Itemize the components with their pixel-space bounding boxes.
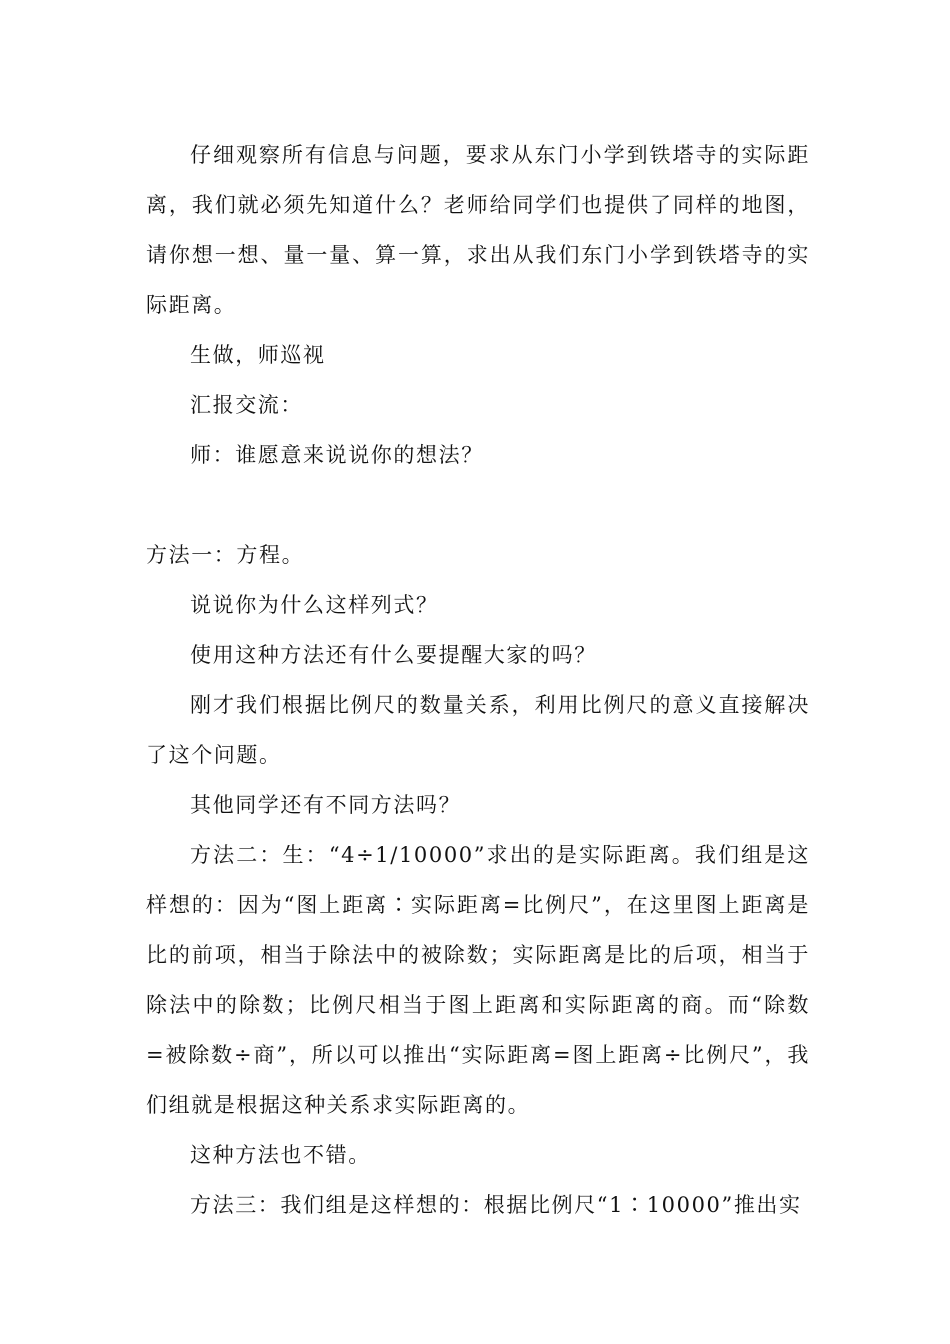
paragraph-other-methods: 其他同学还有不同方法吗？ — [190, 793, 462, 817]
paragraph-report-exchange: 汇报交流： — [190, 393, 303, 417]
paragraph-method-three: 方法三：我们组是这样想的：根据比例尺“1∶10000”推出实 — [190, 1193, 802, 1217]
paragraph-method-one: 方法一：方程。 — [146, 543, 305, 567]
blank-line — [146, 480, 810, 530]
document-page — [146, 130, 810, 1230]
paragraph-method-two: 方法二：生：“4÷1/10000”求出的是实际距离。我们组是这样想的：因为“图上距离∶实际距离=比例尺”，在这里图上距离是比的前项，相当于除法中的被除数；实际距离是比的后项，相当于除法中的除数；比例尺相当于图上距离和实际距离的商。而“除数=被除数÷商”，所以可以推出“实际距离=图上距离÷比例尺”，我们组就是根据这种关系求实际距离的。 — [146, 843, 810, 1117]
paragraph-summary: 刚才我们根据比例尺的数量关系，利用比例尺的意义直接解决了这个问题。 — [146, 693, 810, 767]
paragraph-task-intro: 仔细观察所有信息与问题，要求从东门小学到铁塔寺的实际距离，我们就必须先知道什么？老师给同学们也提供了同样的地图，请你想一想、量一量、算一算，求出从我们东门小学到铁塔寺的实际距离。 — [146, 143, 810, 317]
paragraph-praise: 这种方法也不错。 — [190, 1143, 371, 1167]
paragraph-teacher-question: 师：谁愿意来说说你的想法？ — [190, 443, 484, 467]
paragraph-students-work: 生做，师巡视 — [190, 343, 326, 367]
paragraph-reminder: 使用这种方法还有什么要提醒大家的吗？ — [190, 643, 597, 667]
paragraph-why-formula: 说说你为什么这样列式？ — [190, 593, 439, 617]
